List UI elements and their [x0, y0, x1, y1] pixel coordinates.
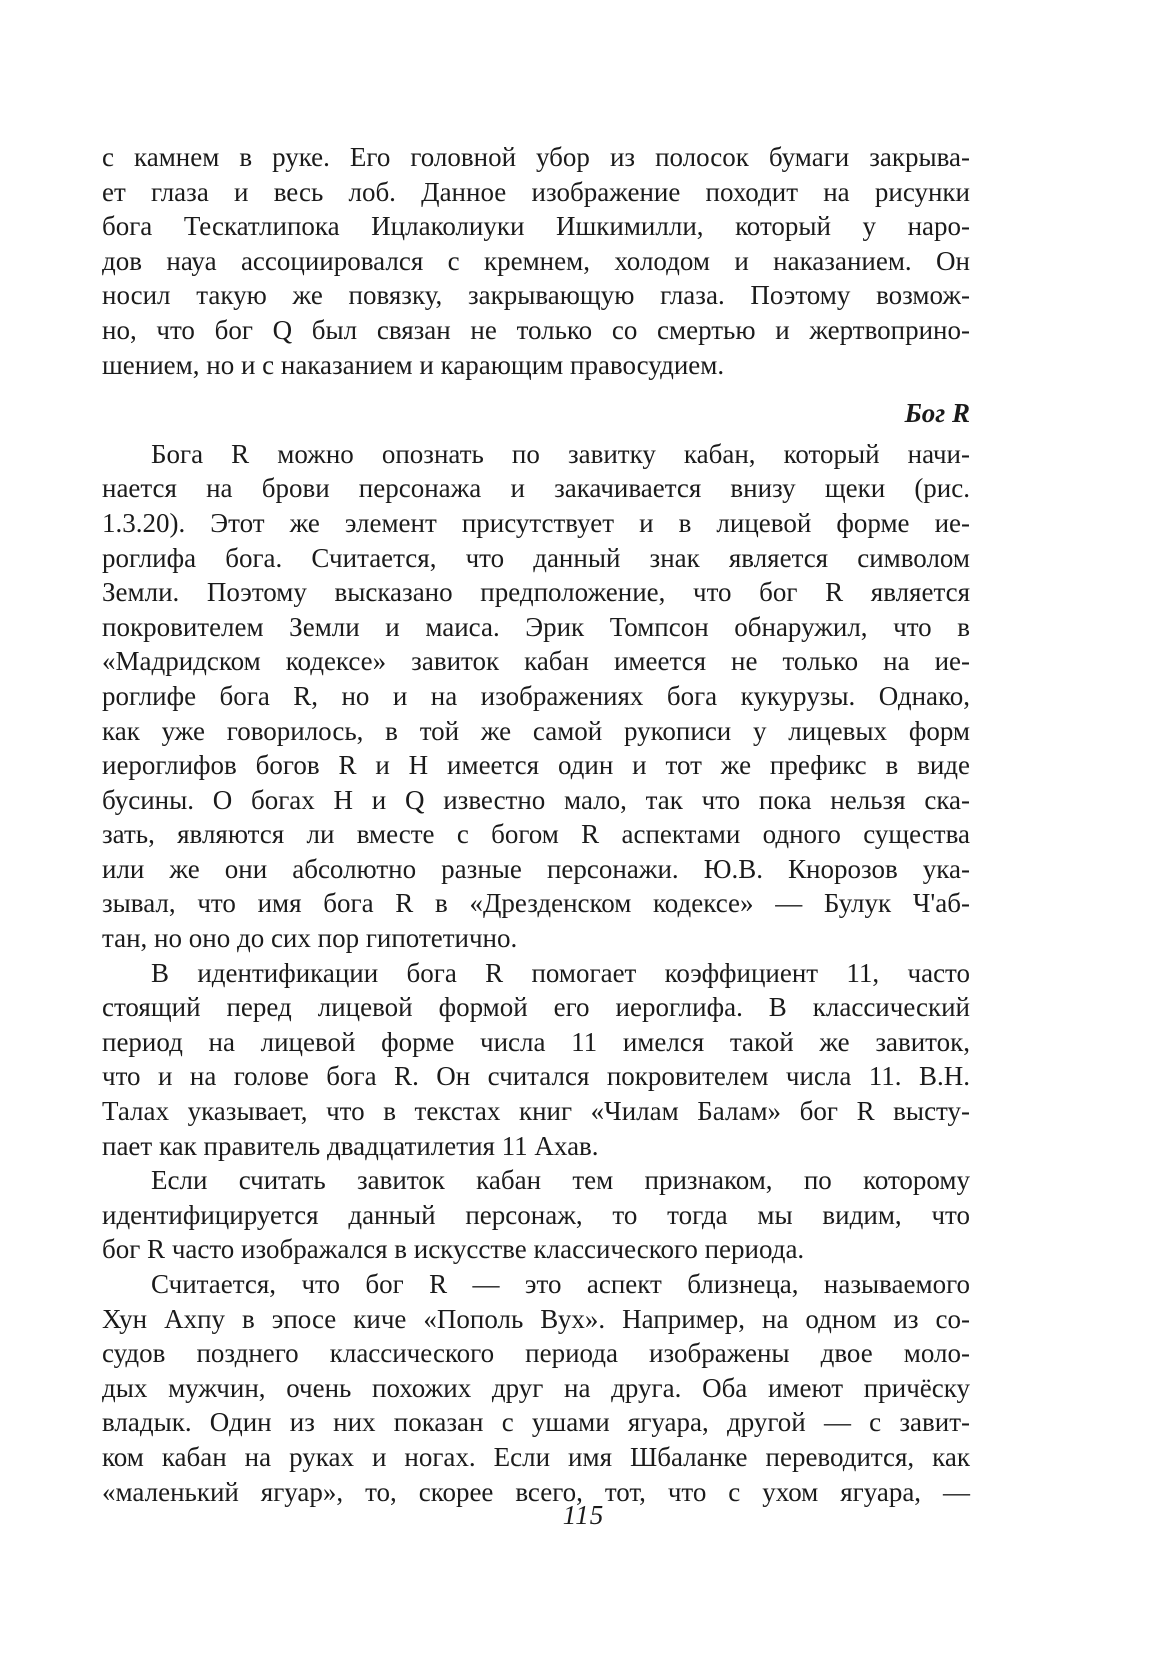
text-line: шением, но и с наказанием и карающим правосудием. [102, 349, 725, 380]
text-line: нается на брови персонажа и закачивается внизу щеки (рис. [102, 473, 970, 504]
paragraph-4 [102, 1267, 970, 1509]
text-line: роглифа бога. Считается, что данный знак является символом [102, 542, 970, 573]
text-line: стоящий перед лицевой формой его иероглифа. В классический [102, 992, 970, 1023]
text-line: Если считать завиток кабан тем признаком, по которому [151, 1165, 970, 1196]
text-line: роглифе бога R, но и на изображениях бога кукурузы. Однако, [102, 680, 970, 711]
text-line: период на лицевой форме числа 11 имелся такой же завиток, [102, 1026, 970, 1057]
text-line: бусины. О богах H и Q известно мало, так что пока нельзя ска- [102, 784, 970, 815]
paragraph-continuation [102, 140, 970, 382]
text-line: пает как правитель двадцатилетия 11 Ахав. [102, 1130, 599, 1161]
text-line: 1.3.20). Этот же элемент присутствует и в лицевой форме ие- [102, 507, 970, 538]
text-line: Талах указывает, что в текстах книг «Чилам Балам» бог R высту- [102, 1096, 970, 1127]
paragraph-1 [102, 437, 970, 956]
text-line: зывал, что имя бога R в «Дрезденском кодексе» — Булук Ч'аб- [102, 888, 970, 919]
text-line: бога Тескатлипока Ицлаколиуки Ишкимилли, который у наро- [102, 211, 970, 242]
text-line: иероглифов богов R и H имеется один и тот же префикс в виде [102, 750, 970, 781]
text-line: Считается, что бог R — это аспект близнеца, называемого [151, 1269, 970, 1299]
section-heading: Бог R [904, 398, 970, 429]
text-line: судов позднего классического периода изображены двое моло- [102, 1338, 970, 1369]
text-line: что и на голове бога R. Он считался покровителем числа 11. В.Н. [102, 1061, 970, 1092]
text-line: идентифицируется данный персонаж, то тогда мы видим, что [102, 1199, 970, 1230]
text-line: владык. Один из них показан с ушами ягуара, другой — с завит- [102, 1407, 970, 1438]
text-line: тан, но оно до сих пор гипотетично. [102, 923, 518, 954]
page-body [102, 140, 970, 1509]
text-line: с камнем в руке. Его головной убор из полосок бумаги закрыва- [102, 142, 970, 172]
paragraph-3 [102, 1163, 970, 1267]
text-line: Земли. Поэтому высказано предположение, что бог R является [102, 577, 970, 608]
text-line: Бога R можно опознать по завитку кабан, который начи- [151, 438, 970, 469]
text-line: бог R часто изображался в искусстве классического периода. [102, 1234, 805, 1265]
text-line: или же они абсолютно разные персонажи. Ю.В. Кнорозов ука- [102, 853, 970, 884]
text-line: носил такую же повязку, закрывающую глаза. Поэтому возмож- [102, 280, 970, 311]
text-line: как уже говорилось, в той же самой рукописи у лицевых форм [102, 715, 970, 746]
text-line: ет глаза и весь лоб. Данное изображение походит на рисунки [102, 176, 970, 207]
text-line: «Мадридском кодексе» завиток кабан имеется не только на ие- [102, 646, 970, 677]
text-line: Хун Ахпу в эпосе киче «Пополь Вух». Например, на одном из со- [102, 1303, 970, 1334]
text-line: В идентификации бога R помогает коэффициент 11, часто [151, 957, 970, 988]
text-line: но, что бог Q был связан не только со смертью и жертвоприно- [102, 314, 970, 345]
text-line: дов науа ассоциировался с кремнем, холодом и наказанием. Он [102, 245, 970, 276]
text-line: покровителем Земли и маиса. Эрик Томпсон обнаружил, что в [102, 611, 970, 642]
paragraph-2 [102, 956, 970, 1164]
text-line: «маленький ягуар», то, скорее всего, тот, что с ухом ягуара, — [102, 1476, 970, 1507]
text-line: зать, являются ли вместе с богом R аспектами одного существа [102, 819, 970, 850]
text-line: дых мужчин, очень похожих друг на друга. Оба имеют причёску [102, 1372, 970, 1403]
page-number: 115 [562, 1500, 605, 1530]
text-line: ком кабан на руках и ногах. Если имя Шбаланке переводится, как [102, 1441, 970, 1472]
